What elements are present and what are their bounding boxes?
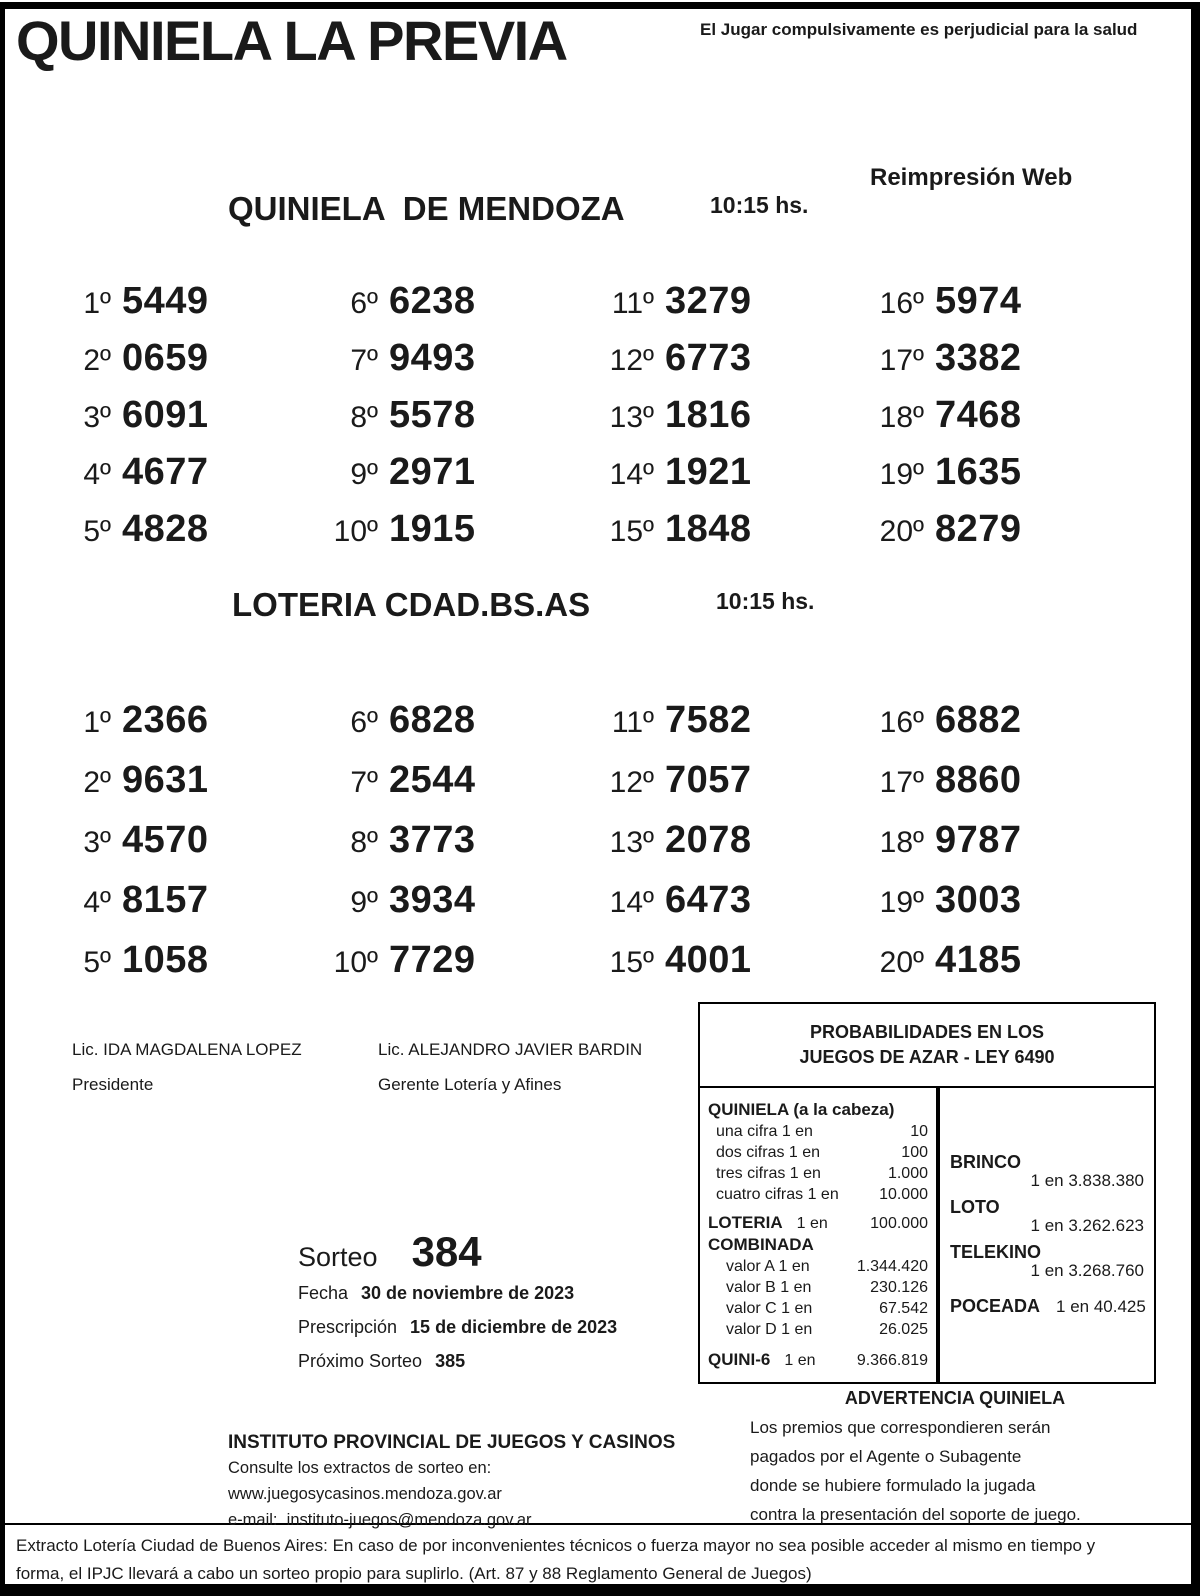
result-number: 1816 <box>665 394 752 436</box>
probability-row <box>708 1142 928 1163</box>
result-rank: 16º <box>879 706 924 739</box>
result-rank: 11º <box>611 287 654 320</box>
result-item <box>848 868 1022 928</box>
result-number: 2078 <box>665 819 752 861</box>
probability-value: 1 en 40.425 <box>1056 1297 1146 1316</box>
result-number: 9631 <box>122 759 209 801</box>
probability-entry <box>950 1296 1146 1317</box>
probability-value: 1.344.420 <box>856 1258 928 1275</box>
probability-label: tres cifras 1 en <box>716 1165 821 1182</box>
probabilities-title-line2: JUEGOS DE AZAR - LEY 6490 <box>799 1047 1055 1067</box>
result-item <box>302 748 476 808</box>
result-rank: 4º <box>83 886 111 919</box>
result-number: 4828 <box>122 508 209 550</box>
result-number: 1848 <box>665 508 752 550</box>
health-warning-text: El Jugar compulsivamente es perjudicial para la salud <box>700 20 1138 39</box>
result-rank: 2º <box>83 766 111 799</box>
result-item <box>35 270 209 327</box>
quiniela-warning-line: contra la presentación del soporte de juego. <box>750 1505 1081 1524</box>
page-title: QUINIELA LA PREVIA <box>16 9 567 72</box>
institute-block <box>228 1432 675 1530</box>
result-rank: 5º <box>83 515 111 548</box>
draw-date-value: 30 de noviembre de 2023 <box>361 1283 575 1303</box>
result-number: 5974 <box>935 280 1022 322</box>
result-rank: 6º <box>350 287 378 320</box>
probability-value: 100 <box>901 1144 928 1161</box>
institute-website: www.juegosycasinos.mendoza.gov.ar <box>228 1485 502 1503</box>
result-item <box>578 688 752 748</box>
result-item <box>302 270 476 327</box>
result-item <box>848 384 1022 441</box>
probability-value: 10.000 <box>879 1186 928 1203</box>
probability-value: 1 en 3.268.760 <box>1030 1261 1144 1280</box>
result-item <box>578 868 752 928</box>
result-rank: 14º <box>609 886 654 919</box>
result-item <box>35 868 209 928</box>
probability-value: 9.366.819 <box>856 1352 928 1369</box>
result-rank: 17º <box>879 766 924 799</box>
result-number: 3773 <box>389 819 476 861</box>
result-rank: 18º <box>879 826 924 859</box>
result-rank: 13º <box>609 826 654 859</box>
result-rank: 5º <box>83 946 111 979</box>
result-number: 0659 <box>122 337 209 379</box>
quiniela-warning-line: donde se hubiere formulado la jugada <box>750 1476 1036 1495</box>
probability-value: 67.542 <box>879 1300 928 1317</box>
section-heading-mendoza: QUINIELA DE MENDOZA <box>228 190 625 227</box>
result-rank: 15º <box>609 515 654 548</box>
result-item <box>848 808 1022 868</box>
result-number: 6473 <box>665 879 752 921</box>
page-border-left <box>0 2 5 1596</box>
result-number: 4677 <box>122 451 209 493</box>
result-item <box>302 868 476 928</box>
result-item <box>578 384 752 441</box>
probability-mid-label: 1 en <box>784 1352 816 1369</box>
official-name: Lic. ALEJANDRO JAVIER BARDIN <box>378 1040 643 1059</box>
probabilities-title-line1: PROBABILIDADES EN LOS <box>809 1022 1045 1042</box>
result-number: 1921 <box>665 451 752 493</box>
result-number: 3003 <box>935 879 1022 921</box>
result-item <box>578 498 752 555</box>
probability-label: valor B 1 en <box>726 1279 812 1296</box>
result-item <box>848 327 1022 384</box>
quiniela-warning-line: pagados por el Agente o Subagente <box>750 1447 1022 1466</box>
result-item <box>578 327 752 384</box>
result-number: 3934 <box>389 879 476 921</box>
result-item <box>578 441 752 498</box>
page-border-right <box>1191 2 1200 1596</box>
result-number: 3279 <box>665 280 752 322</box>
result-number: 1635 <box>935 451 1022 493</box>
result-number: 7468 <box>935 394 1022 436</box>
result-number: 4001 <box>665 939 752 981</box>
result-rank: 19º <box>879 886 924 919</box>
quiniela-warning-line: Los premios que correspondieren serán <box>750 1418 1051 1437</box>
result-item <box>848 688 1022 748</box>
result-number: 2971 <box>389 451 476 493</box>
result-number: 4185 <box>935 939 1022 981</box>
quiniela-prob-header: QUINIELA (a la cabeza) <box>708 1100 895 1119</box>
result-item <box>302 808 476 868</box>
result-number: 9493 <box>389 337 476 379</box>
probabilities-body <box>700 1088 1154 1382</box>
result-item <box>302 441 476 498</box>
result-rank: 19º <box>879 458 924 491</box>
probability-row <box>708 1212 928 1234</box>
result-rank: 11º <box>611 706 654 739</box>
result-number: 6238 <box>389 280 476 322</box>
result-number: 7729 <box>389 939 476 981</box>
probability-label: valor A 1 en <box>726 1258 810 1275</box>
footer-disclaimer <box>16 1532 1171 1588</box>
result-item <box>35 384 209 441</box>
result-rank: 4º <box>83 458 111 491</box>
section-time-bsas: 10:15 hs. <box>716 588 815 614</box>
next-draw-label: Próximo Sorteo <box>298 1351 423 1371</box>
prescription-value: 15 de diciembre de 2023 <box>410 1317 618 1337</box>
result-number: 6091 <box>122 394 209 436</box>
result-rank: 20º <box>879 515 924 548</box>
probability-game-label: BRINCO <box>950 1152 1021 1172</box>
prob-left-column <box>700 1088 940 1382</box>
probability-value: 100.000 <box>870 1215 928 1232</box>
result-number: 6882 <box>935 699 1022 741</box>
probability-value: 1 en 3.262.623 <box>1030 1216 1144 1235</box>
result-number: 1058 <box>122 939 209 981</box>
probability-row <box>708 1349 928 1371</box>
section-heading-bsas: LOTERIA CDAD.BS.AS <box>232 586 591 623</box>
result-rank: 10º <box>333 515 378 548</box>
result-item <box>578 808 752 868</box>
result-item <box>35 928 209 988</box>
probability-row <box>708 1121 928 1142</box>
probability-entry <box>950 1152 1146 1190</box>
probability-label: cuatro cifras 1 en <box>716 1186 839 1203</box>
result-number: 4570 <box>122 819 209 861</box>
result-rank: 2º <box>83 344 111 377</box>
probability-row <box>708 1277 928 1298</box>
probability-label-group <box>708 1212 828 1234</box>
results-column <box>578 270 752 555</box>
result-item <box>578 748 752 808</box>
probability-game-label: POCEADA <box>950 1296 1041 1316</box>
result-rank: 20º <box>879 946 924 979</box>
result-number: 6773 <box>665 337 752 379</box>
result-item <box>578 270 752 327</box>
result-item <box>35 748 209 808</box>
probability-label: valor D 1 en <box>726 1321 813 1338</box>
result-rank: 9º <box>350 458 378 491</box>
result-number: 9787 <box>935 819 1022 861</box>
institute-consult-line: Consulte los extractos de sorteo en: <box>228 1459 492 1477</box>
result-rank: 8º <box>350 401 378 434</box>
result-rank: 1º <box>83 287 111 320</box>
result-rank: 17º <box>879 344 924 377</box>
result-rank: 8º <box>350 826 378 859</box>
result-item <box>302 327 476 384</box>
prob-right-column <box>940 1088 1154 1382</box>
result-rank: 1º <box>83 706 111 739</box>
result-rank: 15º <box>609 946 654 979</box>
official-role: Gerente Lotería y Afines <box>378 1075 562 1094</box>
result-rank: 6º <box>350 706 378 739</box>
result-number: 8860 <box>935 759 1022 801</box>
result-item <box>848 441 1022 498</box>
result-rank: 12º <box>609 766 654 799</box>
result-number: 8157 <box>122 879 209 921</box>
probability-value: 10 <box>910 1123 928 1140</box>
draw-date-label: Fecha <box>298 1283 349 1303</box>
probability-game-label: LOTERIA <box>708 1213 783 1232</box>
result-number: 1915 <box>389 508 476 550</box>
next-draw-value: 385 <box>435 1351 466 1371</box>
official-manager <box>378 1040 642 1095</box>
probability-game-label: LOTO <box>950 1197 1000 1217</box>
result-number: 6828 <box>389 699 476 741</box>
result-rank: 7º <box>350 766 378 799</box>
probability-entry <box>950 1197 1146 1235</box>
probability-game-label: QUINI-6 <box>708 1350 771 1369</box>
result-rank: 13º <box>609 401 654 434</box>
results-column <box>848 270 1022 555</box>
probability-label: valor C 1 en <box>726 1300 813 1317</box>
results-column <box>848 688 1022 988</box>
result-number: 5578 <box>389 394 476 436</box>
result-rank: 10º <box>333 946 378 979</box>
section-time-mendoza: 10:15 hs. <box>710 192 809 218</box>
probability-label: una cifra 1 en <box>716 1123 813 1140</box>
probability-row <box>708 1163 928 1184</box>
result-item <box>302 498 476 555</box>
probability-row <box>708 1184 928 1205</box>
result-number: 8279 <box>935 508 1022 550</box>
result-item <box>302 384 476 441</box>
probability-value: 230.126 <box>870 1279 928 1296</box>
reimpresion-web-label: Reimpresión Web <box>870 164 1073 191</box>
result-item <box>848 748 1022 808</box>
result-number: 7057 <box>665 759 752 801</box>
result-item <box>302 928 476 988</box>
result-rank: 7º <box>350 344 378 377</box>
result-rank: 12º <box>609 344 654 377</box>
probability-row <box>708 1298 928 1319</box>
result-item <box>35 441 209 498</box>
prescription-row <box>298 1317 617 1338</box>
draw-number-row <box>298 1228 482 1276</box>
official-role: Presidente <box>72 1075 154 1094</box>
combinada-prob-header: COMBINADA <box>708 1235 814 1254</box>
probability-game-label: TELEKINO <box>950 1242 1042 1262</box>
probabilities-box-title <box>700 1004 1154 1088</box>
result-rank: 9º <box>350 886 378 919</box>
draw-date-row <box>298 1283 574 1304</box>
probability-label: dos cifras 1 en <box>716 1144 821 1161</box>
result-number: 5449 <box>122 280 209 322</box>
draw-number-label: Sorteo <box>298 1242 378 1272</box>
result-item <box>35 327 209 384</box>
result-item <box>848 270 1022 327</box>
quiniela-warning-title: ADVERTENCIA QUINIELA <box>844 1388 1066 1408</box>
footer-disclaimer-line: Extracto Lotería Ciudad de Buenos Aires: En caso de por inconvenientes técnicos o fuerza mayor no sea posible acceder al mismo en tiempo y <box>16 1536 1096 1555</box>
draw-number-value: 384 <box>411 1228 482 1275</box>
result-item <box>578 928 752 988</box>
result-item <box>302 688 476 748</box>
probability-mid-label: 1 en <box>796 1215 828 1232</box>
results-column <box>35 270 209 555</box>
result-item <box>848 928 1022 988</box>
quiniela-warning-block <box>740 1388 1170 1525</box>
prescription-label: Prescripción <box>298 1317 398 1337</box>
result-rank: 3º <box>83 826 111 859</box>
result-number: 2544 <box>389 759 476 801</box>
result-item <box>35 688 209 748</box>
results-column <box>302 688 476 988</box>
results-column <box>35 688 209 988</box>
result-item <box>848 498 1022 555</box>
institute-name: INSTITUTO PROVINCIAL DE JUEGOS Y CASINOS <box>228 1432 676 1453</box>
probability-row <box>708 1256 928 1277</box>
probability-label-group <box>708 1349 815 1371</box>
probability-entry <box>950 1242 1146 1280</box>
footer-disclaimer-line: forma, el IPJC llevará a cabo un sorteo propio para suplirlo. (Art. 87 y 88 Reglamento General de Juegos) <box>16 1564 812 1583</box>
result-rank: 3º <box>83 401 111 434</box>
probabilities-box <box>698 1002 1156 1384</box>
result-number: 3382 <box>935 337 1022 379</box>
probability-value: 1.000 <box>887 1165 928 1182</box>
result-rank: 16º <box>879 287 924 320</box>
next-draw-row <box>298 1351 465 1372</box>
result-rank: 14º <box>609 458 654 491</box>
results-column <box>302 270 476 555</box>
official-name: Lic. IDA MAGDALENA LOPEZ <box>72 1040 302 1059</box>
result-number: 2366 <box>122 699 209 741</box>
result-item <box>35 808 209 868</box>
probability-value: 1 en 3.838.380 <box>1030 1171 1144 1190</box>
results-column <box>578 688 752 988</box>
result-number: 7582 <box>665 699 752 741</box>
probability-row <box>708 1319 928 1340</box>
result-rank: 18º <box>879 401 924 434</box>
institute-email: e-mail: instituto-juegos@mendoza.gov.ar <box>228 1511 532 1529</box>
result-item <box>35 498 209 555</box>
probability-value: 26.025 <box>879 1321 928 1338</box>
official-president <box>72 1040 302 1095</box>
